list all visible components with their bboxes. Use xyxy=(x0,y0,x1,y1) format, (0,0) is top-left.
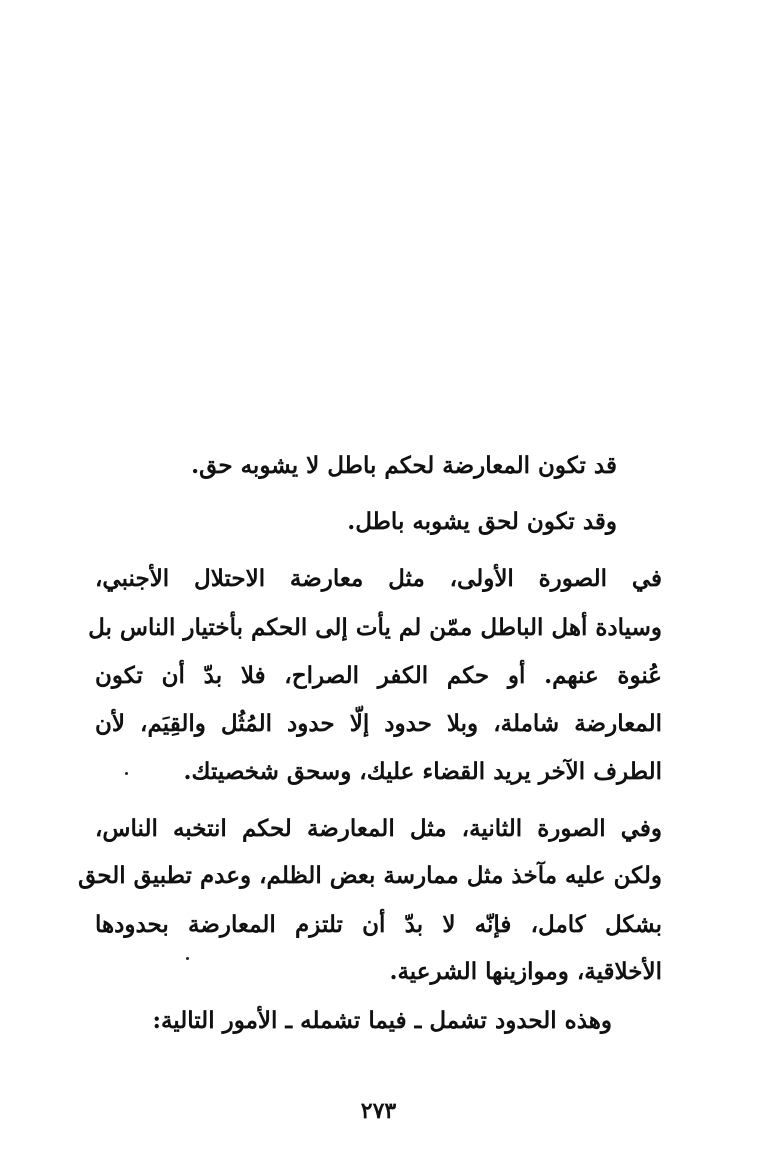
scan-speck xyxy=(125,772,128,775)
text-line: بشكل كامل، فإنّه لا بدّ أن تلتزم المعارضة بحدودها xyxy=(95,911,662,938)
text-line: وقد تكون لحق يشوبه باطل. xyxy=(347,508,617,535)
text-line: في الصورة الأولى، مثل معارضة الاحتلال الأجنبي، xyxy=(95,565,662,592)
text-line: عُنوة عنهم. أو حكم الكفر الصراح، فلا بدّ أن تكون xyxy=(95,662,662,689)
page-number: ٢٧٣ xyxy=(360,1098,397,1124)
text-line: ولكن عليه مآخذ مثل ممارسة بعض الظلم، وعدم تطبيق الحق xyxy=(78,862,662,889)
text-line: وفي الصورة الثانية، مثل المعارضة لحكم انتخبه الناس، xyxy=(95,815,662,842)
text-line: قد تكون المعارضة لحكم باطل لا يشوبه حق. xyxy=(191,452,617,479)
scan-speck xyxy=(186,957,189,960)
text-line: وسيادة أهل الباطل ممّن لم يأت إلى الحكم بأختيار الناس بل xyxy=(88,614,662,641)
text-line: المعارضة شاملة، وبلا حدود إلّا حدود المُثُل والقِيَم، لأن xyxy=(95,710,662,737)
text-line: الأخلاقية، وموازينها الشرعية. xyxy=(389,958,662,985)
text-line: وهذه الحدود تشمل ـ فيما تشمله ـ الأمور التالية: xyxy=(152,1007,612,1034)
text-line: الطرف الآخر يريد القضاء عليك، وسحق شخصيتك. xyxy=(183,758,662,785)
